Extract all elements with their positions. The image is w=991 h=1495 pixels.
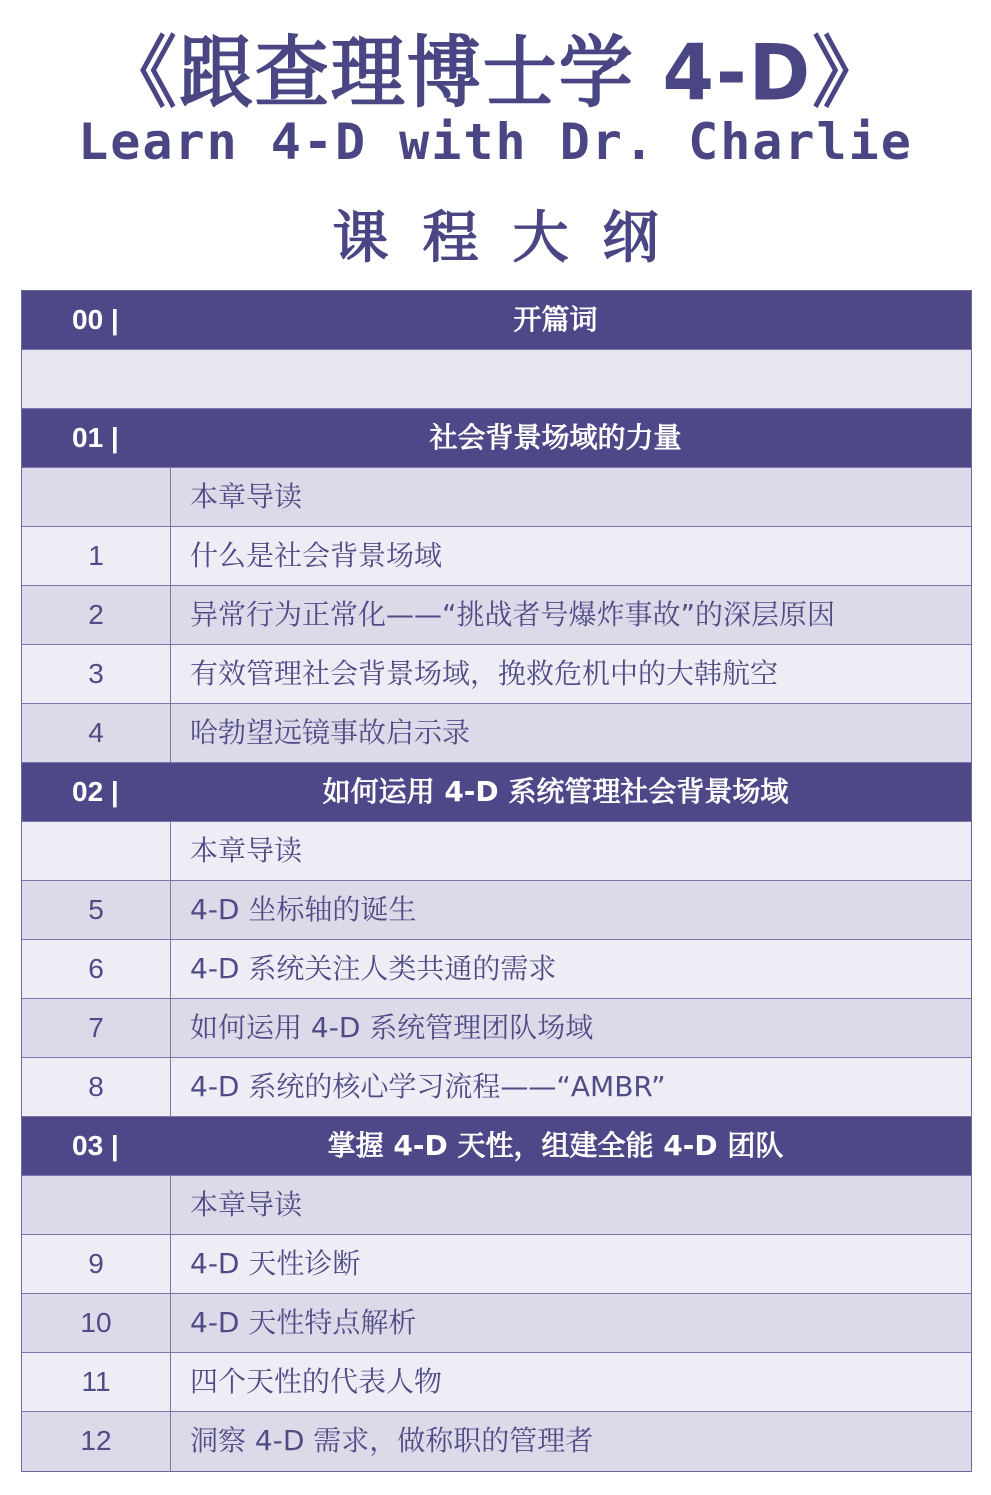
course-outline-table [21, 290, 972, 1472]
lesson-title: 有效管理社会背景场域，挽救危机中的大韩航空 [190, 657, 779, 690]
section-number: 00 | [72, 304, 119, 335]
lesson-number [22, 822, 171, 880]
section-header-01 [22, 409, 971, 468]
lesson-row[interactable] [22, 822, 971, 881]
lesson-number [22, 468, 171, 526]
lesson-title: 4-D 天性诊断 [190, 1247, 361, 1280]
lesson-row[interactable] [22, 1235, 971, 1294]
lesson-number [22, 1176, 171, 1234]
lesson-title: 4-D 天性特点解析 [190, 1306, 417, 1339]
lesson-title: 4-D 系统的核心学习流程——“AMBR” [190, 1070, 666, 1103]
lesson-title: 本章导读 [190, 480, 303, 513]
lesson-title: 什么是社会背景场域 [190, 539, 443, 572]
empty-row [22, 350, 971, 409]
section-title: 掌握 4-D 天性，组建全能 4-D 团队 [327, 1129, 784, 1162]
lesson-row[interactable] [22, 468, 971, 527]
section-title: 如何运用 4-D 系统管理社会背景场域 [322, 775, 789, 808]
lesson-number: 6 [22, 940, 171, 998]
lesson-row[interactable] [22, 527, 971, 586]
lesson-title: 4-D 系统关注人类共通的需求 [190, 952, 557, 985]
lesson-row[interactable] [22, 881, 971, 940]
lesson-number: 11 [22, 1353, 171, 1411]
lesson-number: 5 [22, 881, 171, 939]
lesson-number: 1 [22, 527, 171, 585]
lesson-number: 12 [22, 1412, 171, 1471]
lesson-title: 洞察 4-D 需求，做称职的管理者 [190, 1424, 594, 1457]
lesson-title: 如何运用 4-D 系统管理团队场域 [190, 1011, 594, 1044]
section-header-00 [22, 291, 971, 350]
lesson-row[interactable] [22, 704, 971, 763]
lesson-title: 哈勃望远镜事故启示录 [190, 716, 471, 749]
section-title: 社会背景场域的力量 [429, 421, 682, 454]
lesson-row[interactable] [22, 1412, 971, 1471]
lesson-title: 本章导读 [190, 1188, 303, 1221]
lesson-number: 4 [22, 704, 171, 762]
lesson-title: 异常行为正常化——“挑战者号爆炸事故”的深层原因 [190, 598, 836, 631]
header [0, 0, 991, 290]
course-title-chinese: 《跟查理博士学 4-D》 [102, 28, 889, 119]
section-number: 02 | [72, 776, 119, 807]
lesson-title: 四个天性的代表人物 [190, 1365, 443, 1398]
lesson-row[interactable] [22, 645, 971, 704]
lesson-number: 7 [22, 999, 171, 1057]
lesson-row[interactable] [22, 940, 971, 999]
lesson-row[interactable] [22, 1176, 971, 1235]
section-title: 开篇词 [513, 303, 598, 336]
lesson-row[interactable] [22, 1353, 971, 1412]
lesson-row[interactable] [22, 1058, 971, 1117]
lesson-title: 4-D 坐标轴的诞生 [190, 893, 417, 926]
section-header-02 [22, 763, 971, 822]
outline-heading: 课程大纲 [332, 206, 693, 271]
lesson-number: 2 [22, 586, 171, 644]
lesson-number: 8 [22, 1058, 171, 1116]
lesson-number: 10 [22, 1294, 171, 1352]
lesson-number: 9 [22, 1235, 171, 1293]
section-number: 03 | [72, 1130, 119, 1161]
section-header-03 [22, 1117, 971, 1176]
course-title-english: Learn 4-D with Dr. Charlie [78, 113, 913, 171]
lesson-row[interactable] [22, 1294, 971, 1353]
lesson-number: 3 [22, 645, 171, 703]
lesson-title: 本章导读 [190, 834, 303, 867]
lesson-row[interactable] [22, 586, 971, 645]
lesson-row[interactable] [22, 999, 971, 1058]
section-number: 01 | [72, 422, 119, 453]
